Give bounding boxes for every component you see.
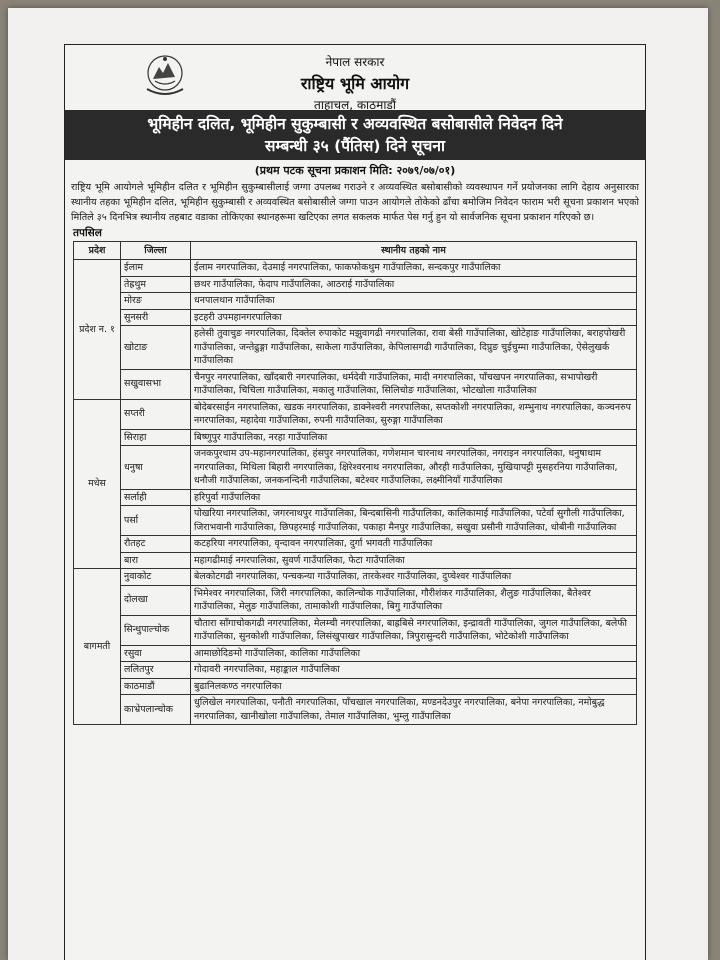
table-row — [74, 399, 637, 429]
local-units-cell: धुलिखेल नगरपालिका, पनौती नगरपालिका, पाँचखाल नगरपालिका, मण्डनदेउपुर नगरपालिका, बनेपा नगरपालिका, नमोबुद्ध नगरपालिका, खानीखोला गाउँपालिका, तेमाल गाउँपालिका, भुम्लु गाउँपालिका — [191, 695, 637, 725]
district-cell: सप्तरी — [121, 399, 191, 429]
table-row — [74, 326, 637, 370]
commission-address: ताहाचल, काठमाडौं — [314, 98, 396, 112]
table-row — [74, 489, 637, 506]
intro-paragraph: राष्ट्रिय भूमि आयोगले भूमिहीन दलित र भूमिहीन सुकुम्बासीलाई जग्गा उपलब्ध गराउने र अव्यवस्थित बसोबासीको व्यवस्थापन गर्ने प्रयोजनका लागि देहाय अनुसारका स्थानीय तहका भूमिहीन दलित, भूमिहीन सुकुम्बासी र अव्यवस्थित बसोबासीले जग्गा पाउन आयोगले तोकेको ढाँचा बमोजिम निवेदन फाराम भरी सूचना प्रकाशन भएको मितिले ३५ दिनभित्र स्थानीय तहबाट वडाका तोकिएका स्थानहरूमा खटिएका लगत सकलक मार्फत पेस गर्नु हुन यो सार्वजनिक सूचना प्रकाशन गरिएको छ। — [71, 182, 639, 223]
local-units-cell: पोखरिया नगरपालिका, जगरनाथपुर गाउँपालिका, बिन्दबासिनी गाउँपालिका, कालिकामाई गाउँपालिका, पटेर्वा सुगौली गाउँपालिका, जिराभवानी गाउँपालिका, छिपहरमाई गाउँपालिका, पकाहा मैनपुर गाउँपालिका, सखुवा प्रसौनी गाउँपालिका, धोबीनी गाउँपालिका — [191, 506, 637, 536]
notice-header — [65, 45, 645, 110]
district-cell: ललितपुर — [121, 662, 191, 679]
table-row — [74, 446, 637, 490]
notice-title-line-1: भूमिहीन दलित, भूमिहीन सुकुम्बासी र अव्यवस्थित बसोबासीले निवेदन दिने — [147, 115, 563, 133]
local-units-cell: भिमेश्वर नगरपालिका, जिरी नगरपालिका, कालिन्चोक गाउँपालिका, गौरीशंकर गाउँपालिका, शैलुङ गाउँपालिका, बैतेश्वर गाउँपालिका, मेलुङ गाउँपालिका, तामाकोशी गाउँपालिका, बिगु गाउँपालिका — [191, 585, 637, 615]
table-row — [74, 569, 637, 586]
local-units-cell: जनकपुरधाम उप-महानगरपालिका, हंसपुर नगरपालिका, गणेशमान चारनाथ नगरपालिका, नगराइन नगरपालिका, धनुषाधाम नगरपालिका, मिथिला बिहारी नगरपालिका, क्षिरेश्वरनाथ नगरपालिका, औरही गाउँपालिका, मुखियापट्टी मुसहरनिया गाउँपालिका, धनौजी गाउँपालिका, जनकनन्दिनी गाउँपालिका, बटेश्वर गाउँपालिका, लक्ष्मीनियाँ गाउँपालिका — [191, 446, 637, 490]
district-cell: सखुवासभा — [121, 369, 191, 399]
notice-title-line-2: सम्बन्धी ३५ (पैंतिस) दिने सूचना — [265, 137, 445, 155]
province-cell: प्रदेश न. १ — [74, 260, 121, 400]
local-units-table — [73, 241, 637, 725]
table-row — [74, 309, 637, 326]
notice-frame — [64, 44, 646, 960]
table-row — [74, 678, 637, 695]
province-cell: बागमती — [74, 569, 121, 725]
table-row — [74, 662, 637, 679]
district-cell: तेह्रथुम — [121, 276, 191, 293]
local-units-cell: आमाछोदिङमो गाउँपालिका, कालिका गाउँपालिका — [191, 645, 637, 662]
district-cell: काठमाडौं — [121, 678, 191, 695]
local-units-cell: बेलकोटगढी नगरपालिका, पन्चकन्या गाउँपालिका, तारकेश्वर गाउँपालिका, दुप्चेश्वर गाउँपालिका — [191, 569, 637, 586]
local-units-cell: महागढीमाई नगरपालिका, सुवर्ण गाउँपालिका, फेटा गाउँपालिका — [191, 552, 637, 569]
table-row — [74, 536, 637, 553]
local-units-cell: छथर गाउँपालिका, फेदाप गाउँपालिका, आठराई गाउँपालिका — [191, 276, 637, 293]
district-cell: काभ्रेपलान्चोक — [121, 695, 191, 725]
commission-name: राष्ट्रिय भूमि आयोग — [300, 74, 410, 93]
table-row — [74, 276, 637, 293]
table-row — [74, 552, 637, 569]
district-cell: रौतहट — [121, 536, 191, 553]
local-units-cell: धनपालथान गाउँपालिका — [191, 293, 637, 310]
paper-sheet — [8, 8, 708, 960]
province-cell: मधेस — [74, 399, 121, 569]
table-row — [74, 506, 637, 536]
district-cell: मोरङ — [121, 293, 191, 310]
district-cell: रसुवा — [121, 645, 191, 662]
table-row — [74, 585, 637, 615]
table-row — [74, 293, 637, 310]
table-header-row — [74, 242, 637, 260]
table-row — [74, 260, 637, 277]
district-cell: सुनसरी — [121, 309, 191, 326]
district-cell: दोलखा — [121, 585, 191, 615]
notice-title-banner — [65, 110, 645, 160]
nepal-emblem-icon — [141, 51, 189, 101]
local-units-cell: गोदावरी नगरपालिका, महाङ्काल गाउँपालिका — [191, 662, 637, 679]
header-local-unit: स्थानीय तहको नाम — [191, 242, 637, 260]
government-name: नेपाल सरकार — [325, 55, 385, 69]
table-row — [74, 645, 637, 662]
district-cell: ईलाम — [121, 260, 191, 277]
local-units-cell: हरिपुर्वा गाउँपालिका — [191, 489, 637, 506]
local-units-cell: बोदेबरसाईन नगरपालिका, खडक नगरपालिका, डाक्नेश्वरी नगरपालिका, सप्तकोशी नगरपालिका, शम्भुनाथ नगरपालिका, कञ्चनरुप नगरपालिका, महादेवा गाउँपालिका, रुपनी गाउँपालिका, सुरुङ्गा गाउँपालिका — [191, 399, 637, 429]
table-row — [74, 369, 637, 399]
district-cell: बारा — [121, 552, 191, 569]
local-units-cell: हलेसी तुवाचुङ नगरपालिका, दिक्तेल रुपाकोट मझुवागढी नगरपालिका, रावा बेसी गाउँपालिका, खोटेहाङ गाउँपालिका, बराहपोखरी गाउँपालिका, जन्तेढुङ्गा गाउँपालिका, साकेला गाउँपालिका, केपिलासगढी गाउँपालिका, दिप्रुङ चुईचुम्मा गाउँपालिका, ऐसेलुखर्क गाउँपालिका — [191, 326, 637, 370]
publication-date: (प्रथम पटक सूचना प्रकाशन मिति: २०७९/०७/०१) — [254, 164, 456, 177]
header-province: प्रदेश — [74, 242, 121, 260]
district-cell: पर्सा — [121, 506, 191, 536]
district-cell: सिन्धुपाल्चोक — [121, 615, 191, 645]
local-units-cell: चौतारा साँगाचोकगढी नगरपालिका, मेलम्ची नगरपालिका, बाह्रबिसे नगरपालिका, इन्द्रावती गाउँपालिका, जुगल गाउँपालिका, बलेफी गाउँपालिका, सुनकोशी गाउँपालिका, लिसंखुपाखर गाउँपालिका, त्रिपुरासुन्दरी गाउँपालिका, भोटेकोशी गाउँपालिका — [191, 615, 637, 645]
table-row — [74, 695, 637, 725]
district-cell: खोटाङ — [121, 326, 191, 370]
local-units-cell: कटहरिया नगरपालिका, वृन्दावन नगरपालिका, दुर्गा भगवती गाउँपालिका — [191, 536, 637, 553]
district-cell: सिराहा — [121, 429, 191, 446]
district-cell: धनुषा — [121, 446, 191, 490]
table-label: तपसिल — [73, 227, 102, 239]
header-district: जिल्ला — [121, 242, 191, 260]
district-cell: नुवाकोट — [121, 569, 191, 586]
table-row — [74, 615, 637, 645]
local-units-cell: बुढानिलकण्ठ नगरपालिका — [191, 678, 637, 695]
district-cell: सर्लाही — [121, 489, 191, 506]
local-units-cell: इटहरी उपमहानगरपालिका — [191, 309, 637, 326]
table-row — [74, 429, 637, 446]
local-units-cell: चैनपुर नगरपालिका, खाँदबारी नगरपालिका, धर्मदेवी गाउँपालिका, मादी नगरपालिका, पाँचखपन नगरपालिका, सभापोखरी गाउँपालिका, चिचिला गाउँपालिका, मकालु गाउँपालिका, सिलिचोङ गाउँपालिका, भोटखोला गाउँपालिका — [191, 369, 637, 399]
local-units-cell: बिष्णुपुर गाउँपालिका, नरहा गाउँपालिका — [191, 429, 637, 446]
local-units-cell: ईलाम नगरपालिका, देउमाई नगरपालिका, फाकफोकथुम गाउँपालिका, सन्दकपुर गाउँपालिका — [191, 260, 637, 277]
